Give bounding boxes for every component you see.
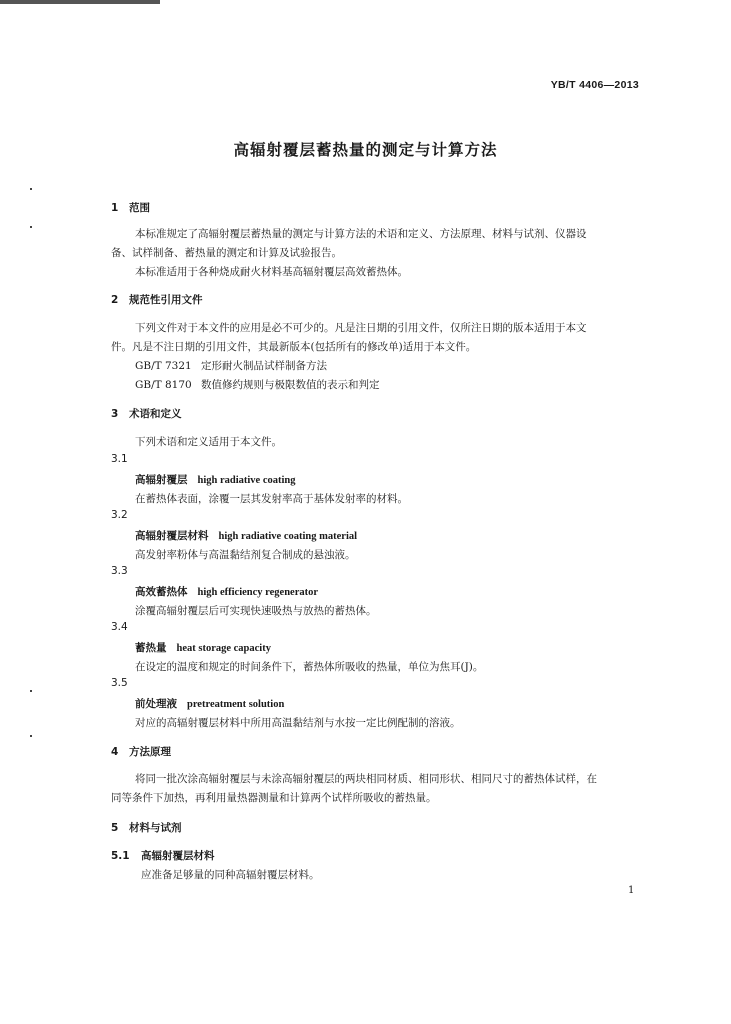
term-english: pretreatment solution <box>187 699 285 710</box>
term-english: high efficiency regenerator <box>197 587 319 598</box>
scan-speck <box>30 690 32 692</box>
term-chinese: 高辐射覆层材料 <box>135 530 209 542</box>
section-title: 术语和定义 <box>129 408 182 420</box>
paragraph-line: 本标准适用于各种烧成耐火材料基高辐射覆层高效蓄热体。 <box>135 266 408 278</box>
paragraph-line: 备、试样制备、蓄热量的测定和计算及试验报告。 <box>111 247 342 259</box>
term-entry <box>135 640 271 655</box>
section-heading-method-principle <box>111 744 171 759</box>
section-number: 5 <box>111 822 119 834</box>
term-entry <box>135 528 357 543</box>
term-english: high radiative coating material <box>218 531 358 542</box>
section-number: 4 <box>111 746 119 758</box>
paragraph-line: 下列文件对于本文件的应用是必不可少的。凡是注日期的引用文件，仅所注日期的版本适用于本文 <box>135 322 587 334</box>
reference-code: GB/T 7321 <box>135 360 192 372</box>
section-heading-materials-reagents <box>111 820 182 835</box>
term-entry <box>135 472 296 487</box>
term-number: 3.2 <box>111 509 128 521</box>
term-number: 3.1 <box>111 453 128 465</box>
section-title: 范围 <box>129 202 150 214</box>
term-definition: 在蓄热体表面，涂覆一层其发射率高于基体发射率的材料。 <box>135 493 408 505</box>
scan-speck <box>30 226 32 228</box>
paragraph-line: 应准备足够量的同种高辐射覆层材料。 <box>141 869 320 881</box>
term-chinese: 前处理液 <box>135 698 177 710</box>
section-title: 方法原理 <box>129 746 171 758</box>
reference-code: GB/T 8170 <box>135 379 192 391</box>
section-title: 规范性引用文件 <box>129 294 203 306</box>
scan-speck <box>30 735 32 737</box>
subsection-title: 高辐射覆层材料 <box>141 850 215 862</box>
section-title: 材料与试剂 <box>129 822 182 834</box>
document-title: 高辐射覆层蓄热量的测定与计算方法 <box>233 141 498 159</box>
term-entry <box>135 584 318 599</box>
term-english: high radiative coating <box>197 475 296 486</box>
reference-title: 定形耐火制品试样制备方法 <box>201 360 327 372</box>
term-entry <box>135 696 284 711</box>
term-definition: 高发射率粉体与高温黏结剂复合制成的悬浊液。 <box>135 549 356 561</box>
paragraph-line: 下列术语和定义适用于本文件。 <box>135 436 282 448</box>
section-heading-normative-references <box>111 292 203 307</box>
page-number: 1 <box>628 885 635 896</box>
term-number: 3.4 <box>111 621 128 633</box>
section-number: 2 <box>111 294 119 306</box>
term-chinese: 高效蓄热体 <box>135 586 188 598</box>
term-chinese: 蓄热量 <box>135 642 167 654</box>
scan-speck <box>30 188 32 190</box>
paragraph-line: 件。凡是不注日期的引用文件，其最新版本(包括所有的修改单)适用于本文件。 <box>111 341 477 353</box>
paragraph-line: 同等条件下加热，再利用量热器测量和计算两个试样所吸收的蓄热量。 <box>111 792 437 804</box>
subsection-number: 5.1 <box>111 850 130 862</box>
term-number: 3.3 <box>111 565 128 577</box>
paragraph-line: 本标准规定了高辐射覆层蓄热量的测定与计算方法的术语和定义、方法原理、材料与试剂、仪器设 <box>135 228 587 240</box>
subsection-heading <box>111 848 215 863</box>
term-number: 3.5 <box>111 677 128 689</box>
section-heading-scope <box>111 200 150 215</box>
paragraph-line: 将同一批次涂高辐射覆层与未涂高辐射覆层的两块相同材质、相同形状、相同尺寸的蓄热体试样，在 <box>135 773 597 785</box>
standard-number: YB/T 4406—2013 <box>550 79 639 91</box>
term-chinese: 高辐射覆层 <box>135 474 188 486</box>
scan-edge-mark <box>0 0 160 4</box>
section-heading-terms <box>111 406 182 421</box>
section-number: 1 <box>111 202 119 214</box>
term-english: heat storage capacity <box>176 643 271 654</box>
term-definition: 涂覆高辐射覆层后可实现快速吸热与放热的蓄热体。 <box>135 605 377 617</box>
term-definition: 对应的高辐射覆层材料中所用高温黏结剂与水按一定比例配制的溶液。 <box>135 717 461 729</box>
reference-entry <box>135 358 327 373</box>
reference-title: 数值修约规则与极限数值的表示和判定 <box>201 379 380 391</box>
section-number: 3 <box>111 408 119 420</box>
term-definition: 在设定的温度和规定的时间条件下，蓄热体所吸收的热量，单位为焦耳(J)。 <box>135 661 484 673</box>
reference-entry <box>135 377 380 392</box>
